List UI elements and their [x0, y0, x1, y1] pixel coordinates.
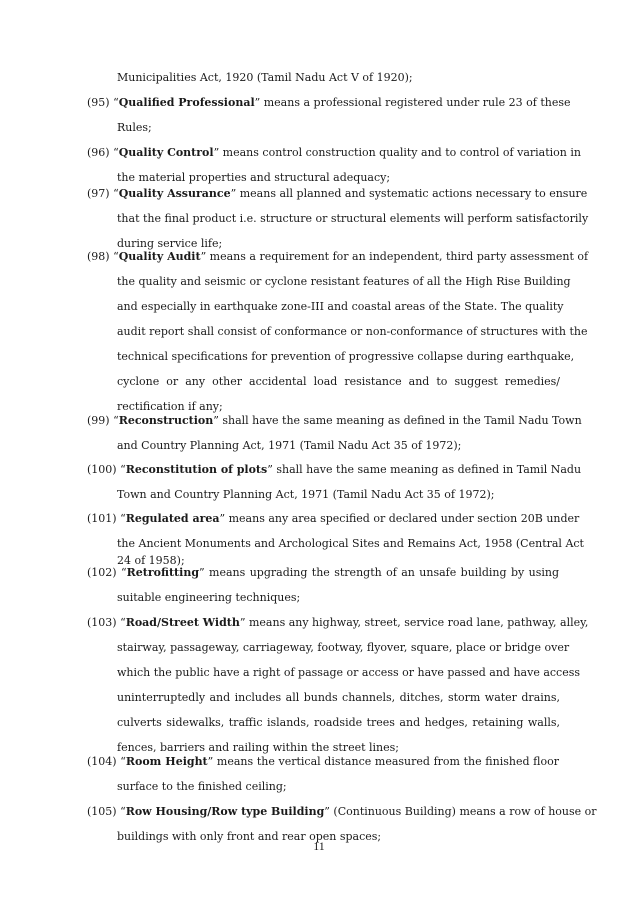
definition-continuation-line: the quality and seismic or cyclone resistant features of all the High Rise Building: [117, 275, 571, 288]
definition-continuation-line: fences, barriers and railing within the street lines;: [117, 741, 399, 754]
quote-mark: ”: [239, 616, 246, 629]
definition-continuation-line: cyclone or any other accidental load resistance and to suggest remedies/: [117, 375, 560, 388]
intro-continuation-line: Municipalities Act, 1920 (Tamil Nadu Act V of 1920);: [117, 71, 413, 84]
quote-mark: “: [120, 805, 126, 818]
definition-continuation-line: surface to the finished ceiling;: [117, 780, 287, 793]
quote-mark: “: [113, 146, 119, 159]
definition-number: (95): [87, 96, 114, 109]
definition-continuation-line: Rules;: [117, 121, 152, 134]
definition-first-line: [87, 805, 597, 818]
definition-first-line: [87, 414, 582, 427]
definition-text: means a requirement for an independent, third party assessment of: [206, 250, 589, 263]
quote-mark: ”: [324, 805, 330, 818]
quote-mark: “: [120, 512, 126, 525]
definition-first-line: [87, 512, 580, 525]
quote-mark: ”: [267, 463, 273, 476]
page-number: 11: [313, 839, 325, 853]
quote-mark: ”: [213, 146, 220, 159]
definition-term: Road/Street Width: [125, 616, 240, 629]
definition-continuation-line: buildings with only front and rear open spaces;: [117, 830, 382, 843]
definition-continuation-line: the Ancient Monuments and Archological Sites and Remains Act, 1958 (Central Act: [117, 537, 584, 550]
definition-term: Qualified Professional: [118, 96, 255, 109]
definition-number: (101): [87, 512, 121, 525]
definition-continuation-line: suitable engineering techniques;: [117, 591, 301, 604]
definition-term: Quality Audit: [118, 250, 201, 263]
definition-text: means control construction quality and to control of variation in: [219, 146, 581, 159]
quote-mark: ”: [213, 414, 219, 427]
definition-number: (98): [87, 250, 114, 263]
definition-continuation-line: audit report shall consist of conformance or non-conformance of structures with the: [117, 325, 588, 338]
quote-mark: “: [113, 250, 119, 263]
definition-term: Room Height: [125, 755, 208, 768]
definition-text: means a professional registered under rule 23 of these: [260, 96, 571, 109]
definition-first-line: [87, 146, 581, 159]
definition-number: (105): [87, 805, 121, 818]
definition-term: Reconstruction: [118, 414, 214, 427]
definition-number: (100): [87, 463, 121, 476]
definition-first-line: [87, 187, 588, 200]
definition-text: shall have the same meaning as defined in the Tamil Nadu Town: [218, 414, 582, 427]
quote-mark: “: [113, 187, 119, 200]
definition-term: Reconstitution of plots: [125, 463, 268, 476]
definition-continuation-line: stairway, passageway, carriageway, footway, flyover, square, place or bridge over: [117, 641, 570, 654]
quote-mark: ”: [207, 755, 214, 768]
definition-continuation-line: and especially in earthquake zone-III and coastal areas of the State. The quality: [117, 300, 564, 313]
quote-mark: “: [120, 755, 126, 768]
definition-first-line: [87, 755, 559, 768]
quote-mark: ”: [254, 96, 261, 109]
definition-first-line: [87, 250, 589, 263]
definition-continuation-line: during service life;: [117, 237, 223, 250]
quote-mark: “: [120, 616, 126, 629]
definition-term: Quality Assurance: [118, 187, 231, 200]
quote-mark: “: [113, 96, 119, 109]
definition-number: (96): [87, 146, 114, 159]
definition-text: shall have the same meaning as defined in Tamil Nadu: [272, 463, 582, 476]
definition-text: means any area specified or declared under section 20B under: [225, 512, 580, 525]
quote-mark: “: [113, 414, 119, 427]
definition-first-line: [87, 463, 582, 476]
definition-continuation-line: 24 of 1958);: [117, 554, 185, 567]
definition-continuation-line: and Country Planning Act, 1971 (Tamil Nadu Act 35 of 1972);: [117, 439, 462, 452]
definition-number: (103): [87, 616, 121, 629]
definition-continuation-line: Town and Country Planning Act, 1971 (Tamil Nadu Act 35 of 1972);: [117, 488, 495, 501]
definition-term: Regulated area: [125, 512, 220, 525]
definition-continuation-line: which the public have a right of passage or access or have passed and have access: [117, 666, 581, 679]
definition-text: means the vertical distance measured from the finished floor: [213, 755, 560, 768]
definition-text: means upgrading the strength of an unsafe building by using: [204, 566, 559, 579]
definition-continuation-line: uninterruptedly and includes all bunds channels, ditches, storm water drains,: [117, 691, 560, 704]
definition-continuation-line: culverts sidewalks, traffic islands, roadside trees and hedges, retaining walls,: [117, 716, 560, 729]
quote-mark: ”: [200, 250, 207, 263]
quote-mark: ”: [230, 187, 237, 200]
definition-first-line: [87, 616, 589, 629]
definition-text: (Continuous Building) means a row of house or: [329, 805, 597, 818]
definition-text: means all planned and systematic actions necessary to ensure: [236, 187, 588, 200]
definition-term: Row Housing/Row type Building: [125, 805, 325, 818]
definition-number: (99): [87, 414, 114, 427]
definition-term: Quality Control: [118, 146, 214, 159]
definition-term: Retrofitting: [126, 566, 200, 579]
quote-mark: “: [121, 566, 127, 579]
definition-continuation-line: technical specifications for prevention of progressive collapse during earthquake,: [117, 350, 575, 363]
definition-continuation-line: rectification if any;: [117, 400, 223, 413]
quote-mark: ”: [219, 512, 226, 525]
definition-number: (97): [87, 187, 114, 200]
definition-first-line: [87, 96, 571, 109]
definition-number: (102): [87, 566, 121, 579]
quote-mark: “: [120, 463, 126, 476]
definition-continuation-line: the material properties and structural adequacy;: [117, 171, 391, 184]
quote-mark: ”: [199, 566, 205, 579]
definition-first-line: [87, 566, 559, 579]
definition-continuation-line: that the final product i.e. structure or structural elements will perform satisfactorily: [117, 212, 589, 225]
definition-text: means any highway, street, service road lane, pathway, alley,: [245, 616, 589, 629]
definition-number: (104): [87, 755, 121, 768]
